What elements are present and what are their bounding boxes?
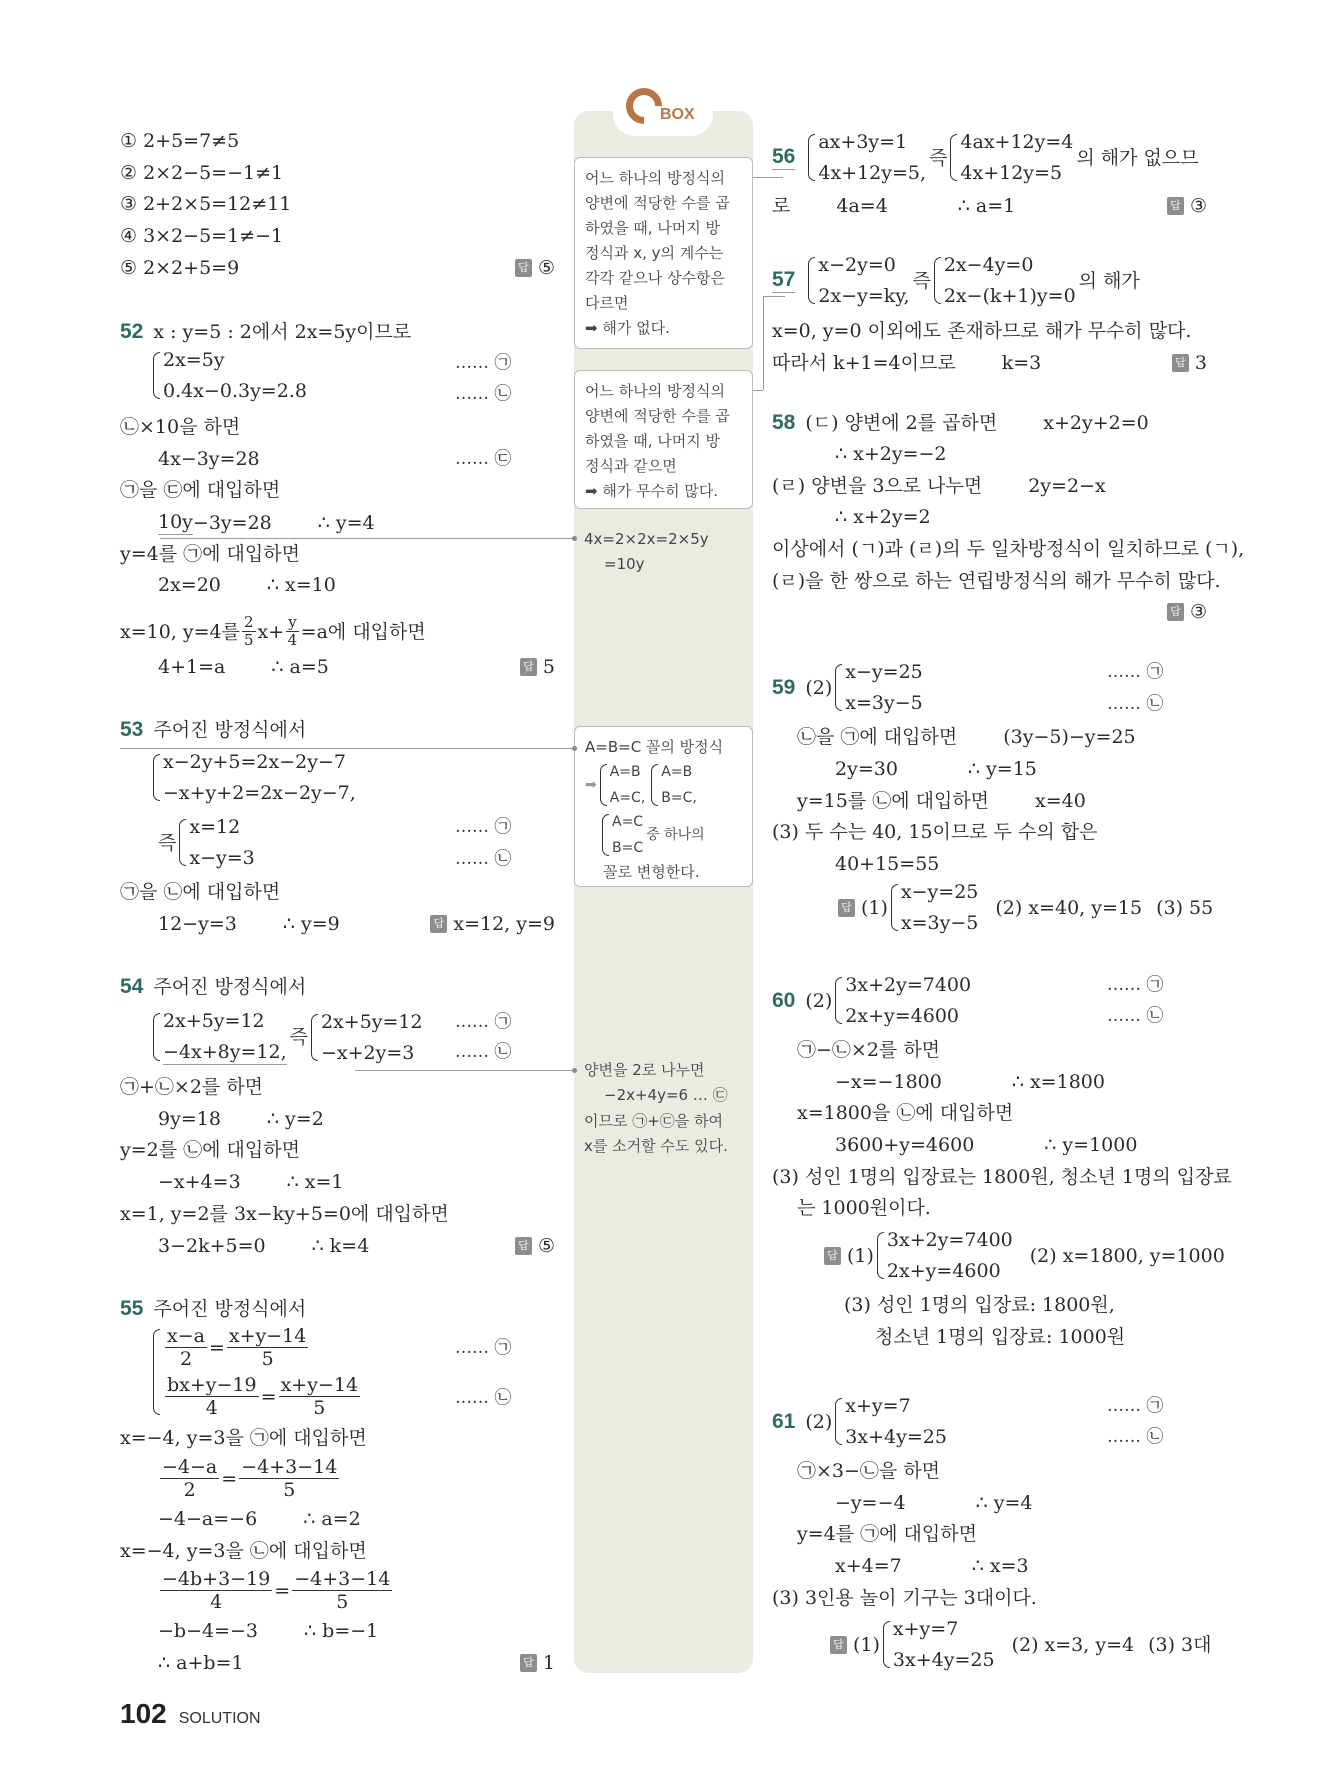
numerator: −4−a: [162, 1456, 218, 1478]
solution-text: y=4를 ㉠에 대입하면: [797, 1523, 977, 1545]
answer: [830, 1617, 1211, 1672]
equation: −4−a=−6: [158, 1508, 258, 1530]
answer-value: 5: [542, 656, 555, 678]
solution-text: 즉: [912, 269, 931, 292]
answer: [1167, 600, 1207, 624]
page-number: 102: [120, 1698, 167, 1729]
equation: 2x+y=4600: [886, 1260, 1001, 1282]
equation: ∴ a=1: [957, 195, 1016, 217]
equation: x=3y−5: [845, 692, 923, 714]
answer-part: (3) 3대: [1148, 1633, 1212, 1656]
problem-number: 61: [772, 1409, 796, 1433]
fraction: $\frac{2}{5}$: [244, 613, 254, 649]
qbox-logo: [626, 88, 695, 124]
equation: 3x+4y=25: [892, 1649, 995, 1671]
note-text: 중 하나의: [646, 827, 705, 843]
problem-number: 60: [772, 988, 796, 1012]
answer-icon: 답: [1167, 603, 1184, 621]
qbox-note-line: 양변을 2로 나누면: [584, 1061, 705, 1079]
solution-text: ㉠+㉡×2를 하면: [120, 1076, 264, 1098]
dots: ……: [455, 449, 489, 469]
connector-line: [160, 538, 574, 539]
part-label: (2): [805, 676, 833, 699]
label-marker: ㉠: [494, 1012, 512, 1032]
note-line: 정식과 같으면: [585, 457, 677, 475]
note-line: 다르면: [585, 294, 629, 312]
note-line: ➡ 해가 없다.: [585, 319, 670, 337]
answer-value: 3: [1194, 352, 1207, 374]
problem-number: 58: [772, 411, 796, 434]
solution-text: 의 해가: [1078, 269, 1140, 292]
solution-text: x=−4, y=3을 ㉡에 대입하면: [120, 1540, 367, 1562]
dots: ……: [455, 353, 489, 373]
answer-icon: 답: [515, 259, 532, 277]
equation: −3y=28: [192, 511, 272, 534]
note-line: 하였을 때, 나머지 방: [585, 219, 720, 237]
equation: 2x+y=4600: [845, 1005, 960, 1027]
qbox-note-line: =10y: [604, 555, 645, 573]
note-line: 양변에 적당한 수를 곱: [585, 407, 730, 425]
note-text: 꼴로 변형한다.: [603, 863, 700, 881]
label-marker: ㉠: [1146, 975, 1164, 995]
label-marker: ㉠: [494, 353, 512, 373]
dots: ……: [1107, 1427, 1141, 1447]
answer-icon: 답: [830, 1636, 847, 1654]
note-line: 양변에 적당한 수를 곱: [585, 194, 730, 212]
equation: −x+2y=3: [320, 1041, 415, 1064]
problem-number: 59: [772, 675, 796, 699]
connector-line: [763, 296, 764, 390]
option-line: ③ 2+2×5=12≠11: [120, 193, 292, 215]
equation: ∴ y=2: [266, 1108, 324, 1130]
equation: (3y−5)−y=25: [1003, 726, 1136, 748]
option-line: ② 2×2−5=−1≠1: [120, 162, 284, 184]
qbox-note-line: 이므로 ㉠+㉢을 하여: [584, 1112, 724, 1130]
solution-text: 는 1000원이다.: [797, 1197, 931, 1219]
solution-text: (3) 3인용 놀이 기구는 3대이다.: [772, 1587, 1037, 1609]
equation: 2y=2−x: [1028, 475, 1106, 497]
eq: B=C: [612, 840, 644, 856]
answer-icon: 답: [838, 899, 855, 917]
denominator: 5: [336, 1591, 349, 1613]
answer: [515, 1234, 555, 1258]
equation: ∴ x=1800: [1011, 1071, 1105, 1093]
equation: 3x+4y=25: [845, 1426, 947, 1448]
equation: ∴ y=4: [975, 1492, 1033, 1514]
equals: =: [221, 1467, 238, 1490]
dots: ……: [455, 817, 489, 837]
dots: ……: [1107, 1396, 1141, 1416]
qbox-logo-text: BOX: [660, 106, 695, 123]
solution-text: x=10, y=4를: [120, 620, 240, 643]
dots: ……: [455, 1388, 489, 1408]
note-title: A=B=C 꼴의 방정식: [585, 738, 724, 756]
answer-part: (2) x=1800, y=1000: [1029, 1244, 1225, 1267]
answer-part: (3) 55: [1156, 896, 1214, 919]
equation: −x+y+2=2x−2y−7,: [163, 782, 356, 804]
solution-text: (ㄷ) 양변에 2를 곱하면: [805, 412, 998, 434]
label-marker: ㉡: [494, 1388, 512, 1408]
denominator: 5: [313, 1397, 326, 1419]
answer-part: (2) x=40, y=15: [995, 896, 1143, 919]
dots: ……: [455, 1012, 489, 1032]
solution-text: 주어진 방정식에서: [153, 1298, 307, 1320]
page-footer: [120, 1698, 261, 1730]
option-line: ⑤ 2×2+5=9: [120, 257, 240, 279]
connector-dot: [572, 1068, 577, 1073]
equation: −4x+8y=12,: [163, 1041, 287, 1063]
eq: A=B: [609, 764, 641, 780]
option-line: ① 2+5=7≠5: [120, 130, 240, 152]
solution-text: 즉: [289, 1026, 308, 1048]
qbox-note-line: x를 소거할 수도 있다.: [584, 1137, 728, 1155]
answer-value: ③: [1189, 601, 1207, 623]
note-line: ➡ 해가 무수히 많다.: [585, 482, 719, 500]
solution-text: x : y=5 : 2에서 2x=5y이므로: [153, 321, 412, 343]
solution-text: x=0, y=0 이외에도 존재하므로 해가 무수히 많다.: [772, 320, 1192, 342]
equation: 2y=30: [835, 758, 898, 780]
equation: x−y=3: [189, 847, 255, 869]
note-line: 각각 같으나 상수항은: [585, 269, 725, 287]
solution-text: (ㄹ) 양변을 3으로 나누면: [772, 475, 983, 497]
answer: [520, 1651, 555, 1675]
equation: 0.4x−0.3y=2.8: [163, 380, 307, 402]
denominator: 2: [183, 1479, 196, 1501]
dots: ……: [1107, 694, 1141, 714]
equation: 4x+12y=5,: [818, 162, 927, 184]
label-marker: ㉡: [494, 1042, 512, 1062]
problem-number: 57: [772, 268, 796, 291]
connector-dot: [572, 536, 577, 541]
dots: ……: [455, 1338, 489, 1358]
dots: ……: [455, 384, 489, 404]
equation: ∴ y=1000: [1044, 1134, 1138, 1156]
solution-text: 주어진 방정식에서: [153, 976, 307, 998]
connector-line: [120, 748, 574, 749]
equation: ∴ a+b=1: [158, 1652, 244, 1674]
eq: A=C,: [609, 790, 646, 806]
equation: 2x−(k+1)y=0: [943, 285, 1076, 307]
equation: 12−y=3: [158, 913, 237, 935]
label-marker: ㉢: [494, 449, 512, 469]
solution-text: 로: [772, 195, 791, 217]
equation: ∴ x=10: [266, 574, 336, 596]
equation: 3x+2y=7400: [886, 1229, 1013, 1251]
answer: [515, 256, 555, 280]
solution-text: x=1, y=2를 3x−ky+5=0에 대입하면: [120, 1203, 449, 1225]
numerator: −4b+3−19: [162, 1568, 271, 1590]
equation: x=12: [189, 816, 241, 838]
numerator: x+y−14: [280, 1374, 359, 1396]
connector-line: [753, 390, 763, 391]
equation: 2x+5y=12: [320, 1010, 423, 1033]
equation: x+y=7: [845, 1395, 911, 1417]
connector-line: [355, 1070, 574, 1071]
connector-dot: [572, 746, 577, 751]
eq: A=B: [661, 764, 693, 780]
equals: =: [208, 1336, 225, 1359]
equation: −b−4=−3: [158, 1620, 259, 1642]
equation: 3600+y=4600: [835, 1134, 975, 1156]
label-marker: ㉠: [494, 817, 512, 837]
equation: x+: [257, 620, 285, 643]
qbox-note-line: −2x+4y=6 … ㉢: [604, 1086, 728, 1104]
qbox-note-infinite-solutions: [574, 370, 753, 509]
eq: A=C: [612, 814, 644, 830]
part-label: (2): [805, 989, 833, 1012]
equation: 4x+12y=5: [960, 162, 1063, 184]
answer-icon: 답: [430, 915, 447, 933]
solution-text: =a에 대입하면: [300, 620, 426, 643]
solution-text: 주어진 방정식에서: [153, 719, 307, 741]
equation: −x=−1800: [835, 1071, 942, 1093]
solution-text: (3) 두 수는 40, 15이므로 두 수의 합은: [772, 821, 1098, 843]
answer-part: (2) x=3, y=4: [1011, 1633, 1135, 1656]
problem-number: 56: [772, 145, 796, 168]
equation: −x+4=3: [158, 1171, 241, 1193]
equation: x−2y+5=2x−2y−7: [163, 751, 346, 773]
answer-value: ⑤: [537, 257, 555, 279]
dots: ……: [455, 849, 489, 869]
answer-icon: 답: [824, 1247, 841, 1265]
equation: x=3y−5: [900, 912, 979, 934]
equation: ∴ y=4: [317, 511, 375, 534]
option-line: ④ 3×2−5=1≠−1: [120, 225, 284, 247]
part-label: (2): [805, 1410, 833, 1433]
answer: [430, 912, 555, 936]
equation: x+2y+2=0: [1043, 412, 1149, 434]
answer-value: ③: [1189, 195, 1207, 217]
arrow-icon: ➡: [585, 777, 597, 793]
denominator: 5: [283, 1479, 296, 1501]
equation: ∴ b=−1: [304, 1620, 379, 1642]
equation: 2x=5y: [163, 349, 225, 371]
solution-text: ㉡×10을 하면: [120, 416, 241, 438]
note-line: 어느 하나의 방정식의: [585, 169, 725, 187]
label-marker: ㉠: [1146, 662, 1164, 682]
dots: ……: [1107, 975, 1141, 995]
equation: x+4=7: [835, 1555, 902, 1577]
solution-text: ㉠을 ㉡에 대입하면: [120, 881, 281, 903]
equation: ∴ x=1: [286, 1171, 344, 1193]
dots: ……: [1107, 1006, 1141, 1026]
label-marker: ㉠: [1146, 1396, 1164, 1416]
problem-number: 53: [120, 718, 144, 741]
equation: 2x−y=ky,: [818, 285, 910, 307]
label-marker: ㉡: [1146, 694, 1164, 714]
label-marker: ㉠: [494, 1338, 512, 1358]
solution-text: 이상에서 (ㄱ)과 (ㄹ)의 두 일차방정식이 일치하므로 (ㄱ),: [772, 538, 1245, 560]
section-label: SOLUTION: [178, 1710, 261, 1727]
solution-text: 즉: [929, 146, 948, 169]
answer-part: (1): [861, 896, 888, 919]
answer-part: 청소년 1명의 입장료: 1000원: [875, 1326, 1126, 1348]
solution-text: y=15를 ㉡에 대입하면: [797, 790, 990, 812]
answer-value: 1: [542, 1652, 555, 1674]
numerator: −4+3−14: [294, 1568, 391, 1590]
label-marker: ㉡: [1146, 1427, 1164, 1447]
equation: 40+15=55: [835, 853, 940, 875]
answer-value: ⑤: [537, 1235, 555, 1257]
qbox-note-line: 4x=2×2x=2×5y: [584, 530, 709, 548]
equation: 3x+2y=7400: [845, 974, 972, 996]
equation: 4x−3y=28: [158, 448, 260, 470]
answer-icon: 답: [1172, 354, 1189, 372]
equation: 2x−4y=0: [943, 254, 1034, 276]
dots: ……: [1107, 662, 1141, 682]
answer: [838, 880, 1213, 935]
equation: ∴ a=2: [303, 1508, 361, 1530]
equation: x−y=25: [900, 881, 979, 903]
eq: B=C,: [661, 790, 697, 806]
numerator: x+y−14: [228, 1325, 307, 1347]
solution-text: 따라서 k+1=4이므로: [772, 352, 956, 374]
solution-text: (ㄹ)을 한 쌍으로 하는 연립방정식의 해가 무수히 많다.: [772, 570, 1221, 592]
equation: ∴ x=3: [971, 1555, 1029, 1577]
equation: ax+3y=1: [818, 131, 908, 153]
solution-text: ㉠−㉡×2를 하면: [797, 1039, 941, 1061]
label-marker: ㉡: [1146, 1006, 1164, 1026]
answer-icon: 답: [520, 1654, 537, 1672]
equation: x−2y=0: [818, 254, 896, 276]
equation: x−y=25: [845, 661, 923, 683]
qbox-note-abc-form: [574, 726, 753, 887]
solution-text: ㉠을 ㉢에 대입하면: [120, 479, 281, 501]
numerator: bx+y−19: [167, 1374, 257, 1396]
answer-part: (1): [853, 1633, 880, 1656]
solution-text: y=4를 ㉠에 대입하면: [120, 543, 300, 565]
equation: 4a=4: [836, 195, 888, 217]
equation: −y=−4: [835, 1492, 906, 1514]
dots: ……: [455, 1042, 489, 1062]
denominator: 4: [210, 1591, 223, 1613]
note-line: 하였을 때, 나머지 방: [585, 432, 720, 450]
answer: [1172, 351, 1207, 375]
numerator: x−a: [167, 1325, 205, 1347]
problem-number: 55: [120, 1297, 144, 1320]
solution-text: x=1800을 ㉡에 대입하면: [797, 1102, 1014, 1124]
qbox-note-no-solution: [574, 157, 753, 349]
solution-text: 즉: [158, 831, 177, 854]
equation: x=40: [1035, 790, 1086, 812]
solution-text: y=2를 ㉡에 대입하면: [120, 1139, 300, 1161]
equation: ∴ k=4: [311, 1235, 370, 1257]
problem-number: 54: [120, 975, 144, 998]
solution-text: (3) 성인 1명의 입장료는 1800원, 청소년 1명의 입장료: [772, 1166, 1232, 1188]
equals: =: [274, 1579, 291, 1602]
equation: 9y=18: [158, 1108, 221, 1130]
equals: =: [260, 1385, 277, 1408]
answer-value: x=12, y=9: [453, 913, 555, 935]
note-line: 정식과 x, y의 계수는: [585, 244, 724, 262]
equation: k=3: [1001, 352, 1042, 374]
answer-icon: 답: [515, 1237, 532, 1255]
solution-text: ㉠×3−㉡을 하면: [797, 1460, 941, 1482]
denominator: 5: [261, 1348, 274, 1370]
equation: ∴ y=15: [967, 758, 1037, 780]
solution-text: ㉡을 ㉠에 대입하면: [797, 726, 958, 748]
numerator: −4+3−14: [241, 1456, 338, 1478]
answer-icon: 답: [520, 658, 537, 676]
denominator: 2: [179, 1348, 193, 1370]
answer: [520, 655, 555, 679]
equation: ∴ a=5: [271, 656, 329, 678]
answer: [1167, 194, 1207, 218]
label-marker: ㉡: [494, 384, 512, 404]
answer: [824, 1228, 1225, 1283]
equation: 4+1=a: [158, 656, 226, 678]
answer-part: (3) 성인 1명의 입장료: 1800원,: [844, 1294, 1115, 1316]
equation: 10y: [158, 511, 193, 533]
answer-icon: 답: [1167, 197, 1184, 215]
solution-text: x=−4, y=3을 ㉠에 대입하면: [120, 1427, 367, 1449]
equation: x+y=7: [892, 1618, 959, 1640]
denominator: 4: [205, 1397, 218, 1419]
equation: 2x+5y=12: [163, 1010, 265, 1032]
solution-text: 의 해가 없으므: [1076, 146, 1199, 169]
problem-number: 52: [120, 320, 144, 343]
note-line: 어느 하나의 방정식의: [585, 382, 725, 400]
equation: 3−2k+5=0: [158, 1235, 266, 1257]
equation: ∴ x+2y=2: [835, 506, 931, 528]
label-marker: ㉡: [494, 849, 512, 869]
equation: 4ax+12y=4: [960, 131, 1074, 153]
equation: ∴ x+2y=−2: [835, 443, 947, 465]
fraction: $\frac{y}{4}$: [287, 613, 298, 649]
equation: 2x=20: [158, 574, 221, 596]
equation: ∴ y=9: [282, 913, 340, 935]
answer-part: (1): [847, 1244, 874, 1267]
